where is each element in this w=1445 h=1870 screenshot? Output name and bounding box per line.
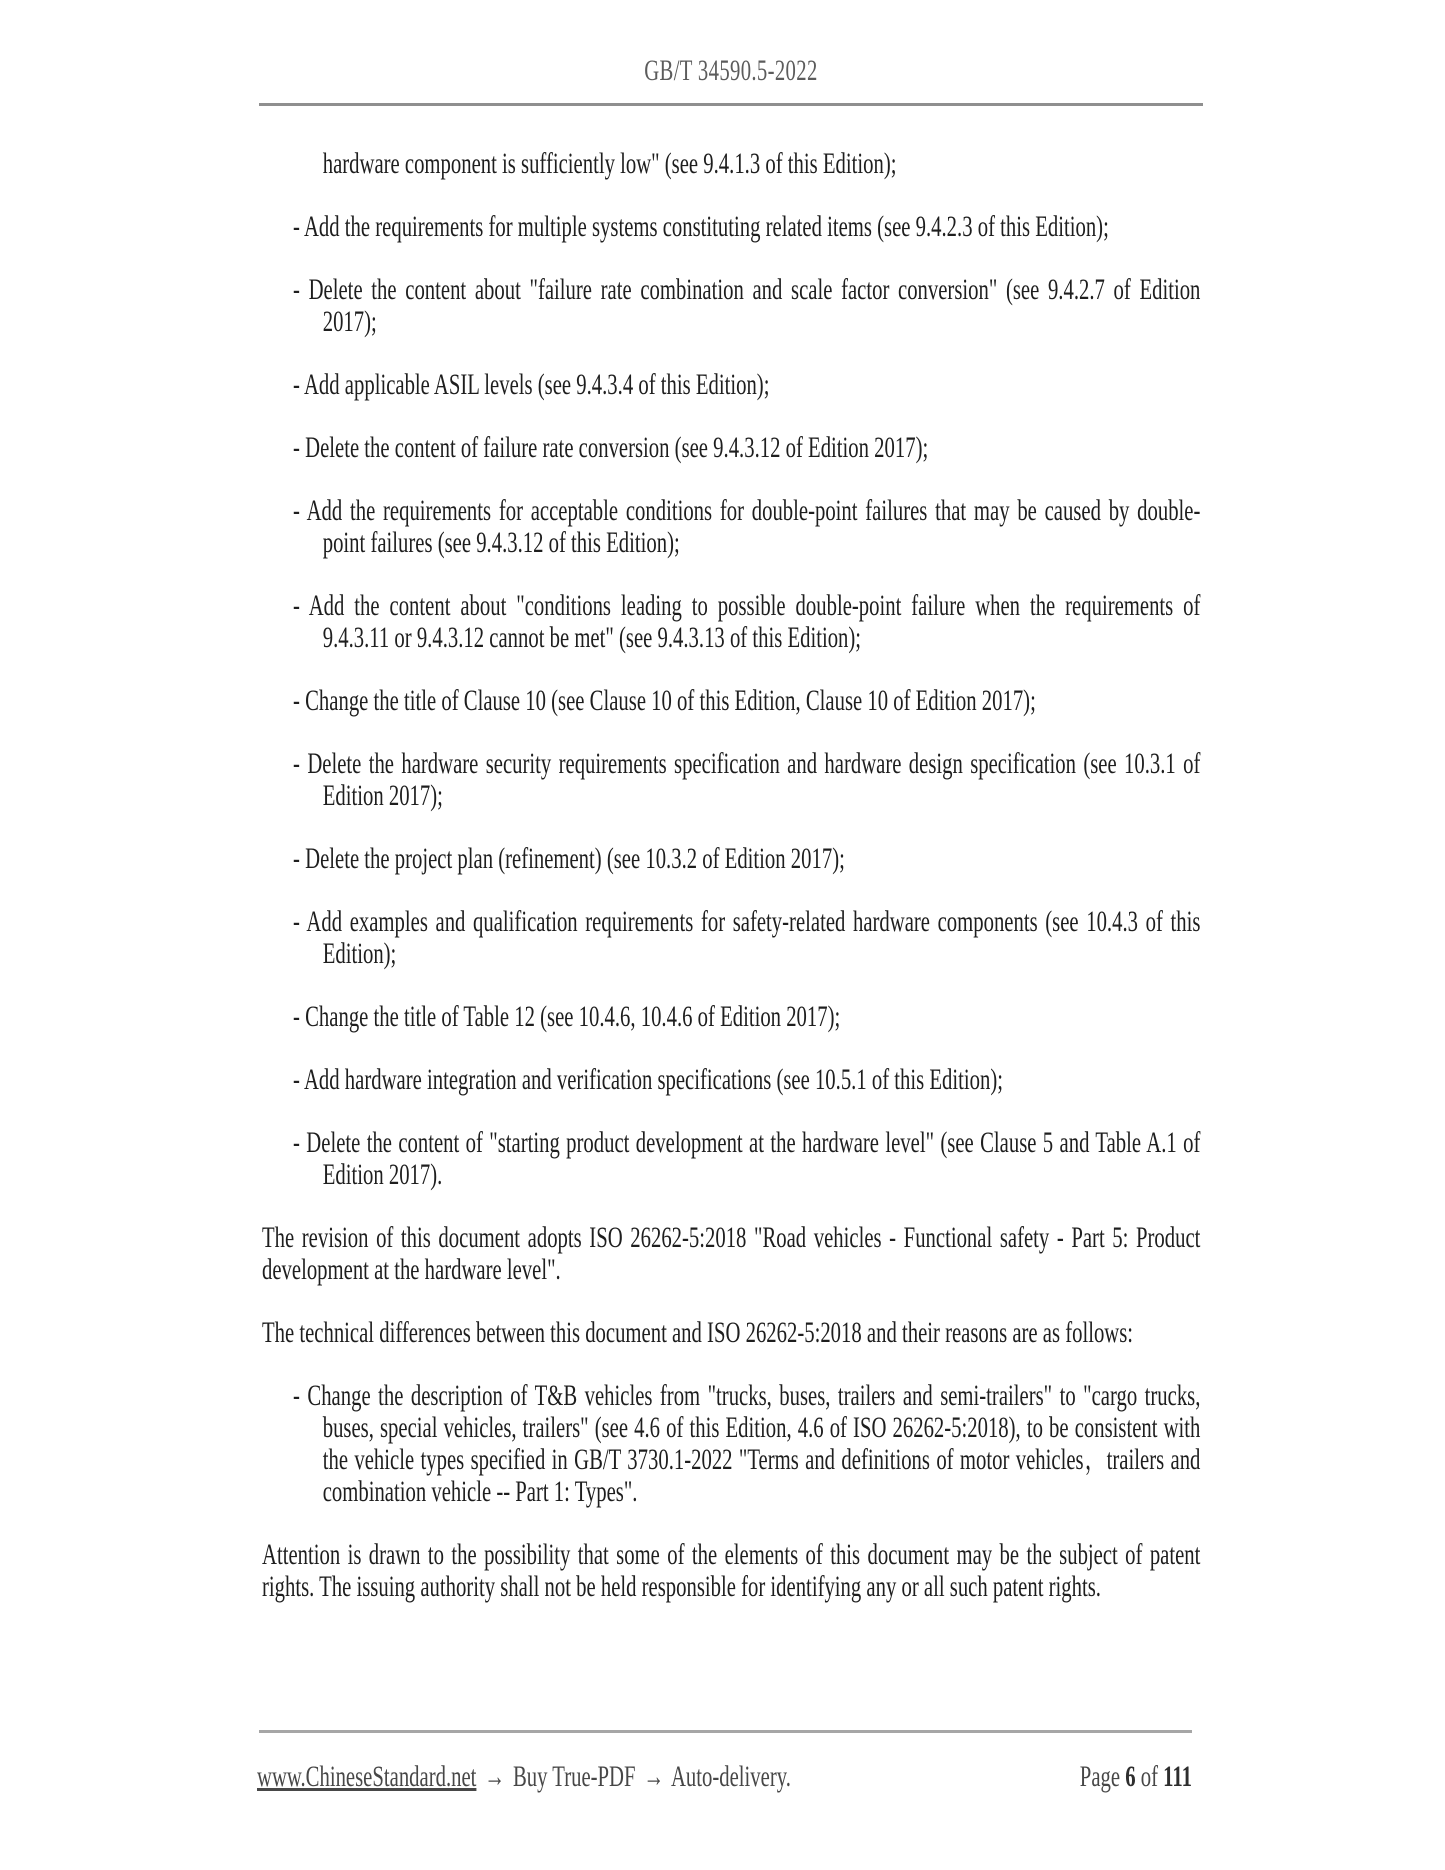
list-item: - Delete the content of "starting product development at the hardware level" (see Clause 5 and Table A.1 of Edition 2017).: [293, 1126, 1201, 1191]
document-body: [262, 148, 1200, 1634]
website-link[interactable]: www.ChineseStandard.net: [257, 1760, 477, 1793]
list-item: - Delete the hardware security requirements specification and hardware design specification (see 10.3.1 of Edition 2017);: [293, 747, 1201, 812]
list-item: - Delete the content of failure rate conversion (see 9.4.3.12 of Edition 2017);: [293, 431, 929, 464]
list-item: - Add applicable ASIL levels (see 9.4.3.4 of this Edition);: [293, 368, 770, 401]
document-number: GB/T 34590.5-2022: [644, 54, 818, 87]
list-item: - Delete the project plan (refinement) (see 10.3.2 of Edition 2017);: [293, 842, 845, 875]
page-footer: [257, 1760, 1192, 1794]
paragraph-patent: Attention is drawn to the possibility that some of the elements of this document may be the subject of patent rights. The issuing authority shall not be held responsible for identifying any or all such patent rights.: [262, 1538, 1201, 1603]
list-item: - Change the description of T&B vehicles from "trucks, buses, trailers and semi-trailers" to "cargo trucks, buses, special vehicles, trailers" (see 4.6 of this Edition, 4.6 of ISO 26262-5:2018), to be consistent with the vehicle types specified in GB/T 3730.1-2022 "Terms and definitions of motor vehicles，trailers and combination vehicle -- Part 1: Types".: [293, 1379, 1201, 1508]
list-item: - Add hardware integration and verification specifications (see 10.5.1 of this Edition);: [293, 1063, 1003, 1096]
arrow-icon: →: [484, 1760, 506, 1793]
list-item: - Change the title of Clause 10 (see Clause 10 of this Edition, Clause 10 of Edition 2017);: [293, 684, 1036, 717]
page-current: 6: [1125, 1760, 1136, 1793]
list-item: - Delete the content about "failure rate combination and scale factor conversion" (see 9.4.2.7 of Edition 2017);: [293, 273, 1201, 338]
page-indicator: [1080, 1760, 1192, 1794]
footer-left: [257, 1760, 791, 1794]
list-item: - Add examples and qualification requirements for safety-related hardware components (see 10.4.3 of this Edition);: [293, 905, 1201, 970]
list-item: - Add the content about "conditions leading to possible double-point failure when the requirements of 9.4.3.11 or 9.4.3.12 cannot be met" (see 9.4.3.13 of this Edition);: [293, 589, 1201, 654]
footer-divider: [259, 1730, 1192, 1733]
paragraph-revision: The revision of this document adopts ISO 26262-5:2018 "Road vehicles - Functional safety - Part 5: Product development at the hardware level".: [262, 1221, 1201, 1286]
list-item: - Change the title of Table 12 (see 10.4.6, 10.4.6 of Edition 2017);: [293, 1000, 841, 1033]
auto-delivery-label: Auto-delivery.: [670, 1760, 791, 1793]
paragraph-differences: The technical differences between this document and ISO 26262-5:2018 and their reasons are as follows:: [262, 1316, 1134, 1349]
arrow-icon: →: [643, 1760, 665, 1793]
difference-list: [262, 1380, 1200, 1508]
buy-true-pdf-label: Buy True-PDF: [512, 1760, 636, 1793]
list-item: - Add the requirements for acceptable conditions for double-point failures that may be caused by double-point failures (see 9.4.3.12 of this Edition);: [293, 494, 1201, 559]
page-total: 111: [1163, 1760, 1192, 1793]
of-label: of: [1140, 1760, 1158, 1793]
page-label: Page: [1079, 1760, 1121, 1793]
change-list: [262, 211, 1200, 1191]
continuation-text: hardware component is sufficiently low" (see 9.4.1.3 of this Edition);: [322, 147, 897, 180]
header-divider: [259, 103, 1203, 106]
list-item: - Add the requirements for multiple systems constituting related items (see 9.4.2.3 of this Edition);: [293, 210, 1109, 243]
